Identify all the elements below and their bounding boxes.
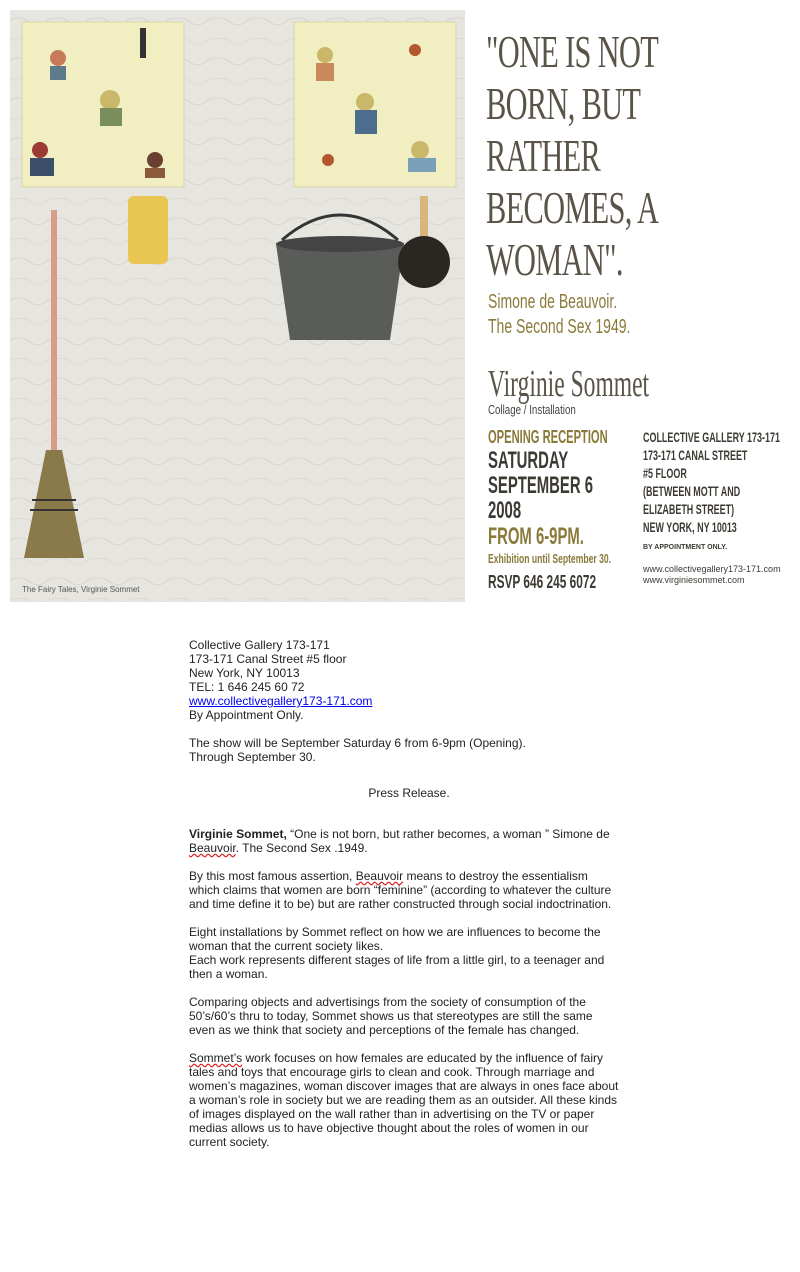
appointment-text: By Appointment Only. [189,708,304,722]
venue-address [643,428,793,551]
p3-line: Comparing objects and advertisings from the society of consumption of the [189,995,586,1009]
installation-photo [10,10,465,602]
gallery-address: 173-171 Canal Street #5 floor [189,652,347,666]
p2-line: Eight installations by Sommet reflect on how we are influences to become the [189,925,601,939]
exhibition-until: Exhibition until September 30. [488,551,612,566]
paragraph-4 [189,1051,629,1149]
intro-paragraph [189,827,629,855]
intro-word: Beauvoir [189,841,236,855]
artist-medium: Collage / Installation [488,402,576,417]
p1-line: which claims that women are born “feminine” (according to whatever the culture [189,883,612,897]
quote-attribution [488,290,691,340]
intro-text: “One is not born, but rather becomes, a woman ” Simone de [286,827,610,841]
p4-line: of images displayed on the wall rather than in advertising on the TV or paper [189,1107,595,1121]
p2-line: then a woman. [189,967,268,981]
paragraph-1 [189,869,629,911]
artist-name: Virginie Sommet [488,363,650,405]
p4-text: work focuses on how females are educated by the influence of fairy [242,1051,604,1065]
opening-reception [488,426,648,596]
quote-line: BORN, BUT [486,78,641,129]
venue-line: #5 FLOOR [643,465,687,481]
exhibition-flyer [10,10,790,602]
quote-line: RATHER [486,130,601,181]
gallery-phone: TEL: 1 646 245 60 72 [189,680,305,694]
paragraph-3 [189,995,629,1037]
reception-year: 2008 [488,497,522,524]
p4-line: current society. [189,1135,270,1149]
show-dates-line: The show will be September Saturday 6 from 6-9pm (Opening). [189,736,526,750]
photo-caption: The Fairy Tales, Virginie Sommet [22,585,140,594]
press-release-title: Press Release. [368,786,450,800]
venue-line: 173-171 CANAL STREET [643,447,748,463]
show-dates-line: Through September 30. [189,750,316,764]
reception-label: OPENING RECEPTION [488,427,608,447]
intro-text: . The Second Sex .1949. [235,841,368,855]
gallery-website-link[interactable]: www.collectivegallery173-171.com [189,694,373,708]
venue-line: ELIZABETH STREET) [643,501,735,517]
quote-line: WOMAN". [486,234,623,285]
quote-line: "ONE IS NOT [486,26,659,77]
appointment-note: BY APPOINTMENT ONLY. [643,544,728,551]
p1-text: By this most famous assertion, [189,869,356,883]
installation-illustration [10,10,465,602]
p2-line: woman that the current society likes. [189,939,384,953]
p1-word: Beauvoir [355,869,404,883]
p4-word: Sommet’s [189,1051,243,1065]
p4-line: women’s magazines, woman discover images that are always in ones face about [189,1079,619,1093]
p2-line: Each work represents different stages of life from a little girl, to a teenager and [189,953,605,967]
author-line: The Second Sex 1949. [488,316,631,338]
beauvoir-quote [486,26,659,286]
artist-name-bold: Virginie Sommet, [189,827,287,841]
artist-url: www.virginiesommet.com [643,575,745,585]
reception-day: SATURDAY [488,447,569,474]
venue-line: COLLECTIVE GALLERY 173-171 [643,429,780,445]
venue-line: (BETWEEN MOTT AND [643,483,741,499]
p4-line: a woman’s role in society but we are reading them as an outsider. All these kinds [189,1093,618,1107]
bucket [276,244,404,340]
author-line: Simone de Beauvoir. [488,291,618,313]
reception-time: FROM 6-9PM. [488,523,584,550]
reception-date: SEPTEMBER 6 [488,472,594,499]
p4-line: medias allows us to have objective thought about the roles of women in our [189,1121,589,1135]
p4-line: tales and toys that encourage girls to clean and cook. Through marriage and [189,1065,595,1079]
gallery-name: Collective Gallery 173-171 [189,638,330,652]
sponge [128,196,168,264]
rsvp-phone: RSVP 646 245 6072 [488,572,597,592]
flyer-urls [643,564,781,586]
p1-line: and time define it to be) but are rather constructed through social indoctrination. [189,897,612,911]
brush-head [398,236,450,288]
quote-line: BECOMES, A [486,182,659,233]
gallery-city: New York, NY 10013 [189,666,300,680]
venue-line: NEW YORK, NY 10013 [643,519,737,535]
p3-line: 50’s/60’s thru to today, Sommet shows us that stereotypes are still the same [189,1009,593,1023]
p3-line: even as we think that society and perceptions of the female has changed. [189,1023,580,1037]
p1-text: means to destroy the essentialism [403,869,588,883]
press-text [189,638,629,1163]
paragraph-2 [189,925,629,981]
gallery-url: www.collectivegallery173-171.com [643,564,781,574]
